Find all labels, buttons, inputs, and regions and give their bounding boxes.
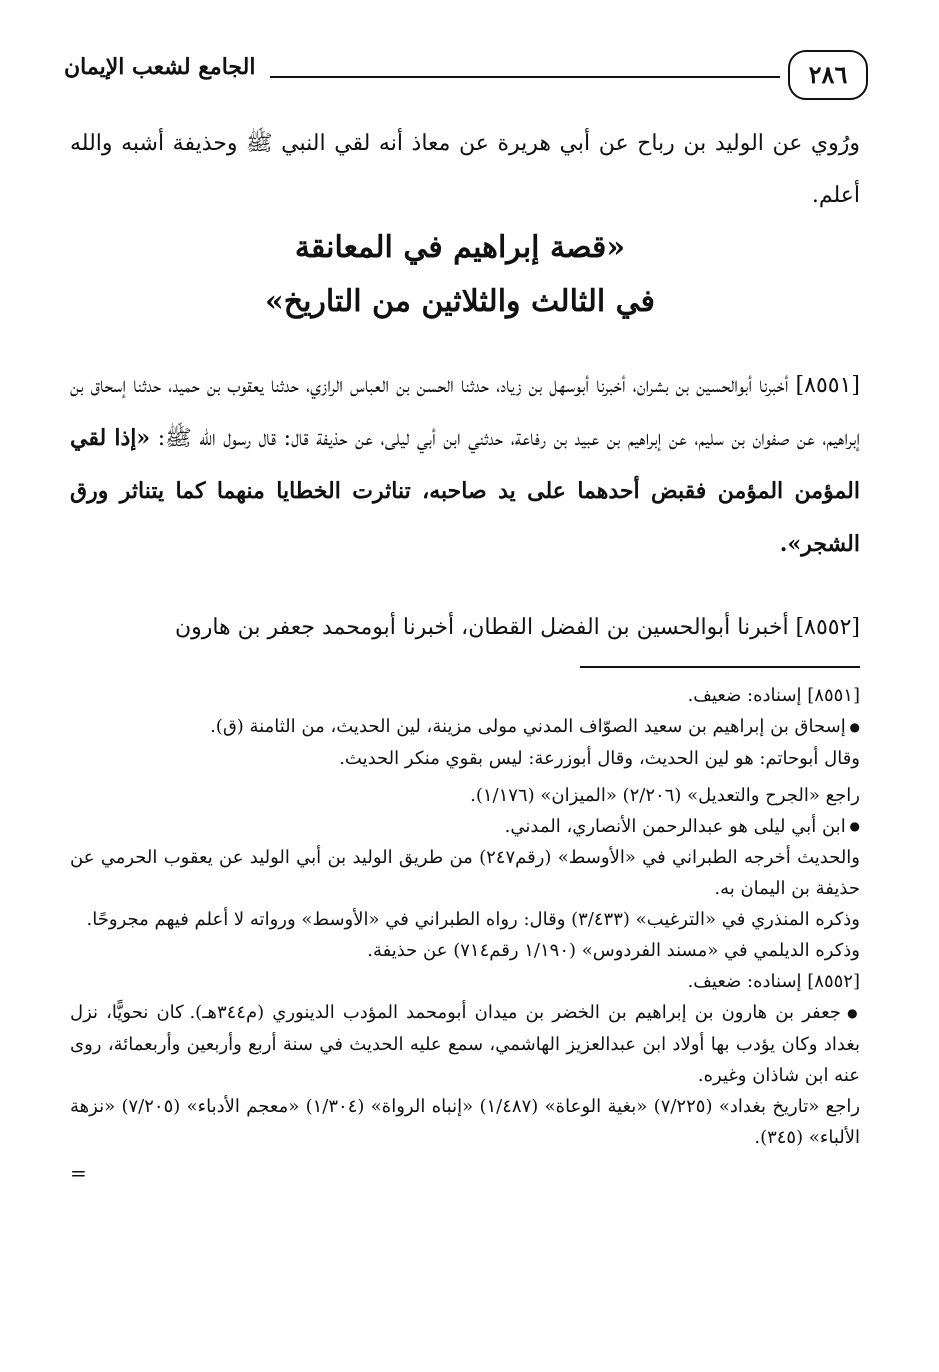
section-heading-line2: في الثالث والثلاثين من التاريخ» — [264, 284, 656, 319]
continuation-mark: = — [70, 1160, 87, 1185]
section-heading-line1: «قصة إبراهيم في المعانقة — [294, 230, 626, 265]
page-number: ٢٨٦ — [788, 50, 868, 100]
footnote-rule — [580, 666, 860, 668]
footnote-line: [٨٥٥١] إسناده: ضعيف. — [687, 685, 860, 706]
page — [60, 30, 860, 1330]
footnote-line: [٨٥٥٢] إسناده: ضعيف. — [687, 971, 860, 992]
footnote-line: ● ابن أبي ليلى هو عبدالرحمن الأنصاري، المدني. — [70, 811, 860, 843]
hadith-8551-matn: «إذا لقي المؤمن المؤمن فقبض أحدهما على يد صاحبه، تناثرت الخطايا منهما كما يتناثر ورق الشجر». — [70, 425, 860, 557]
book-title: الجامع لشعب الإيمان — [64, 54, 256, 80]
footnotes — [70, 680, 860, 1183]
hadith-8551-isnad: [٨٥٥١] أخبرنا أبوالحسين بن بشران، أخبرنا أبوسهل بن زياد، حدثنا الحسن بن العباس الرازي، حدثنا يعقوب بن حميد، حدثنا إسحاق بن إبراهيم، عن صفوان بن سليم، عن إبراهيم بن عبيد بن رفاعة، حدثني ابن أبي ليلى، عن حذيفة قال: قال رسول الله ﷺ: — [70, 373, 860, 451]
intro-paragraph: ورُوي عن الوليد بن رباح عن أبي هريرة عن معاذ أنه لقي النبي ﷺ وحذيفة أشبه والله أعلم. — [70, 131, 860, 208]
page-header — [60, 42, 860, 102]
footnote-line: وذكره الديلمي في «مسند الفردوس» (١/١٩٠ رقم٧١٤) عن حذيفة. — [367, 940, 860, 961]
hadith-8551 — [70, 360, 860, 571]
footnote-line: راجع «تاريخ بغداد» (٧/٢٢٥) «بغية الوعاة» (١/٤٨٧) «إنباه الرواة» (١/٣٠٤) «معجم الأدباء» (٧/٢٠٥) «نزهة الألباء» (٣٤٥). — [70, 1095, 861, 1148]
footnote-line: راجع «الجرح والتعديل» (٢/٢٠٦) «الميزان» (١/١٧٦). — [470, 784, 860, 806]
footnote-line: وذكره المنذري في «الترغيب» (٣/٤٣٣) وقال: رواه الطبراني في «الأوسط» ورواته لا أعلم فيهم مجروحًا. — [86, 909, 860, 930]
footnote-line: ● إسحاق بن إبراهيم بن سعيد الصوّاف المدني مولى مزينة، لين الحديث، من الثامنة (ق). — [70, 711, 860, 743]
header-rule — [270, 76, 780, 78]
footnote-line: والحديث أخرجه الطبراني في «الأوسط» (رقم٢٤٧) من طريق الوليد بن أبي الوليد عن يعقوب الحرمي عن حذيفة بن اليمان به. — [70, 847, 860, 899]
hadith-8552: [٨٥٥٢] أخبرنا أبوالحسين بن الفضل القطان، أخبرنا أبومحمد جعفر بن هارون — [174, 615, 860, 640]
footnote-line: وقال أبوحاتم: هو لين الحديث، وقال أبوزرعة: ليس بقوي منكر الحديث. — [339, 747, 860, 769]
footnote-line: ● جعفر بن هارون بن إبراهيم بن الخضر بن ميدان أبومحمد المؤدب الدينوري (م٣٤٤هـ). كان نحويًّا، نزل بغداد وكان يؤدب بها أولاد ابن عبدالعزيز الهاشمي، سمع عليه الحديث في سنة أربع وأربعين وأربعمائة، روى عنه ابن شاذان وغيره. — [70, 997, 860, 1091]
